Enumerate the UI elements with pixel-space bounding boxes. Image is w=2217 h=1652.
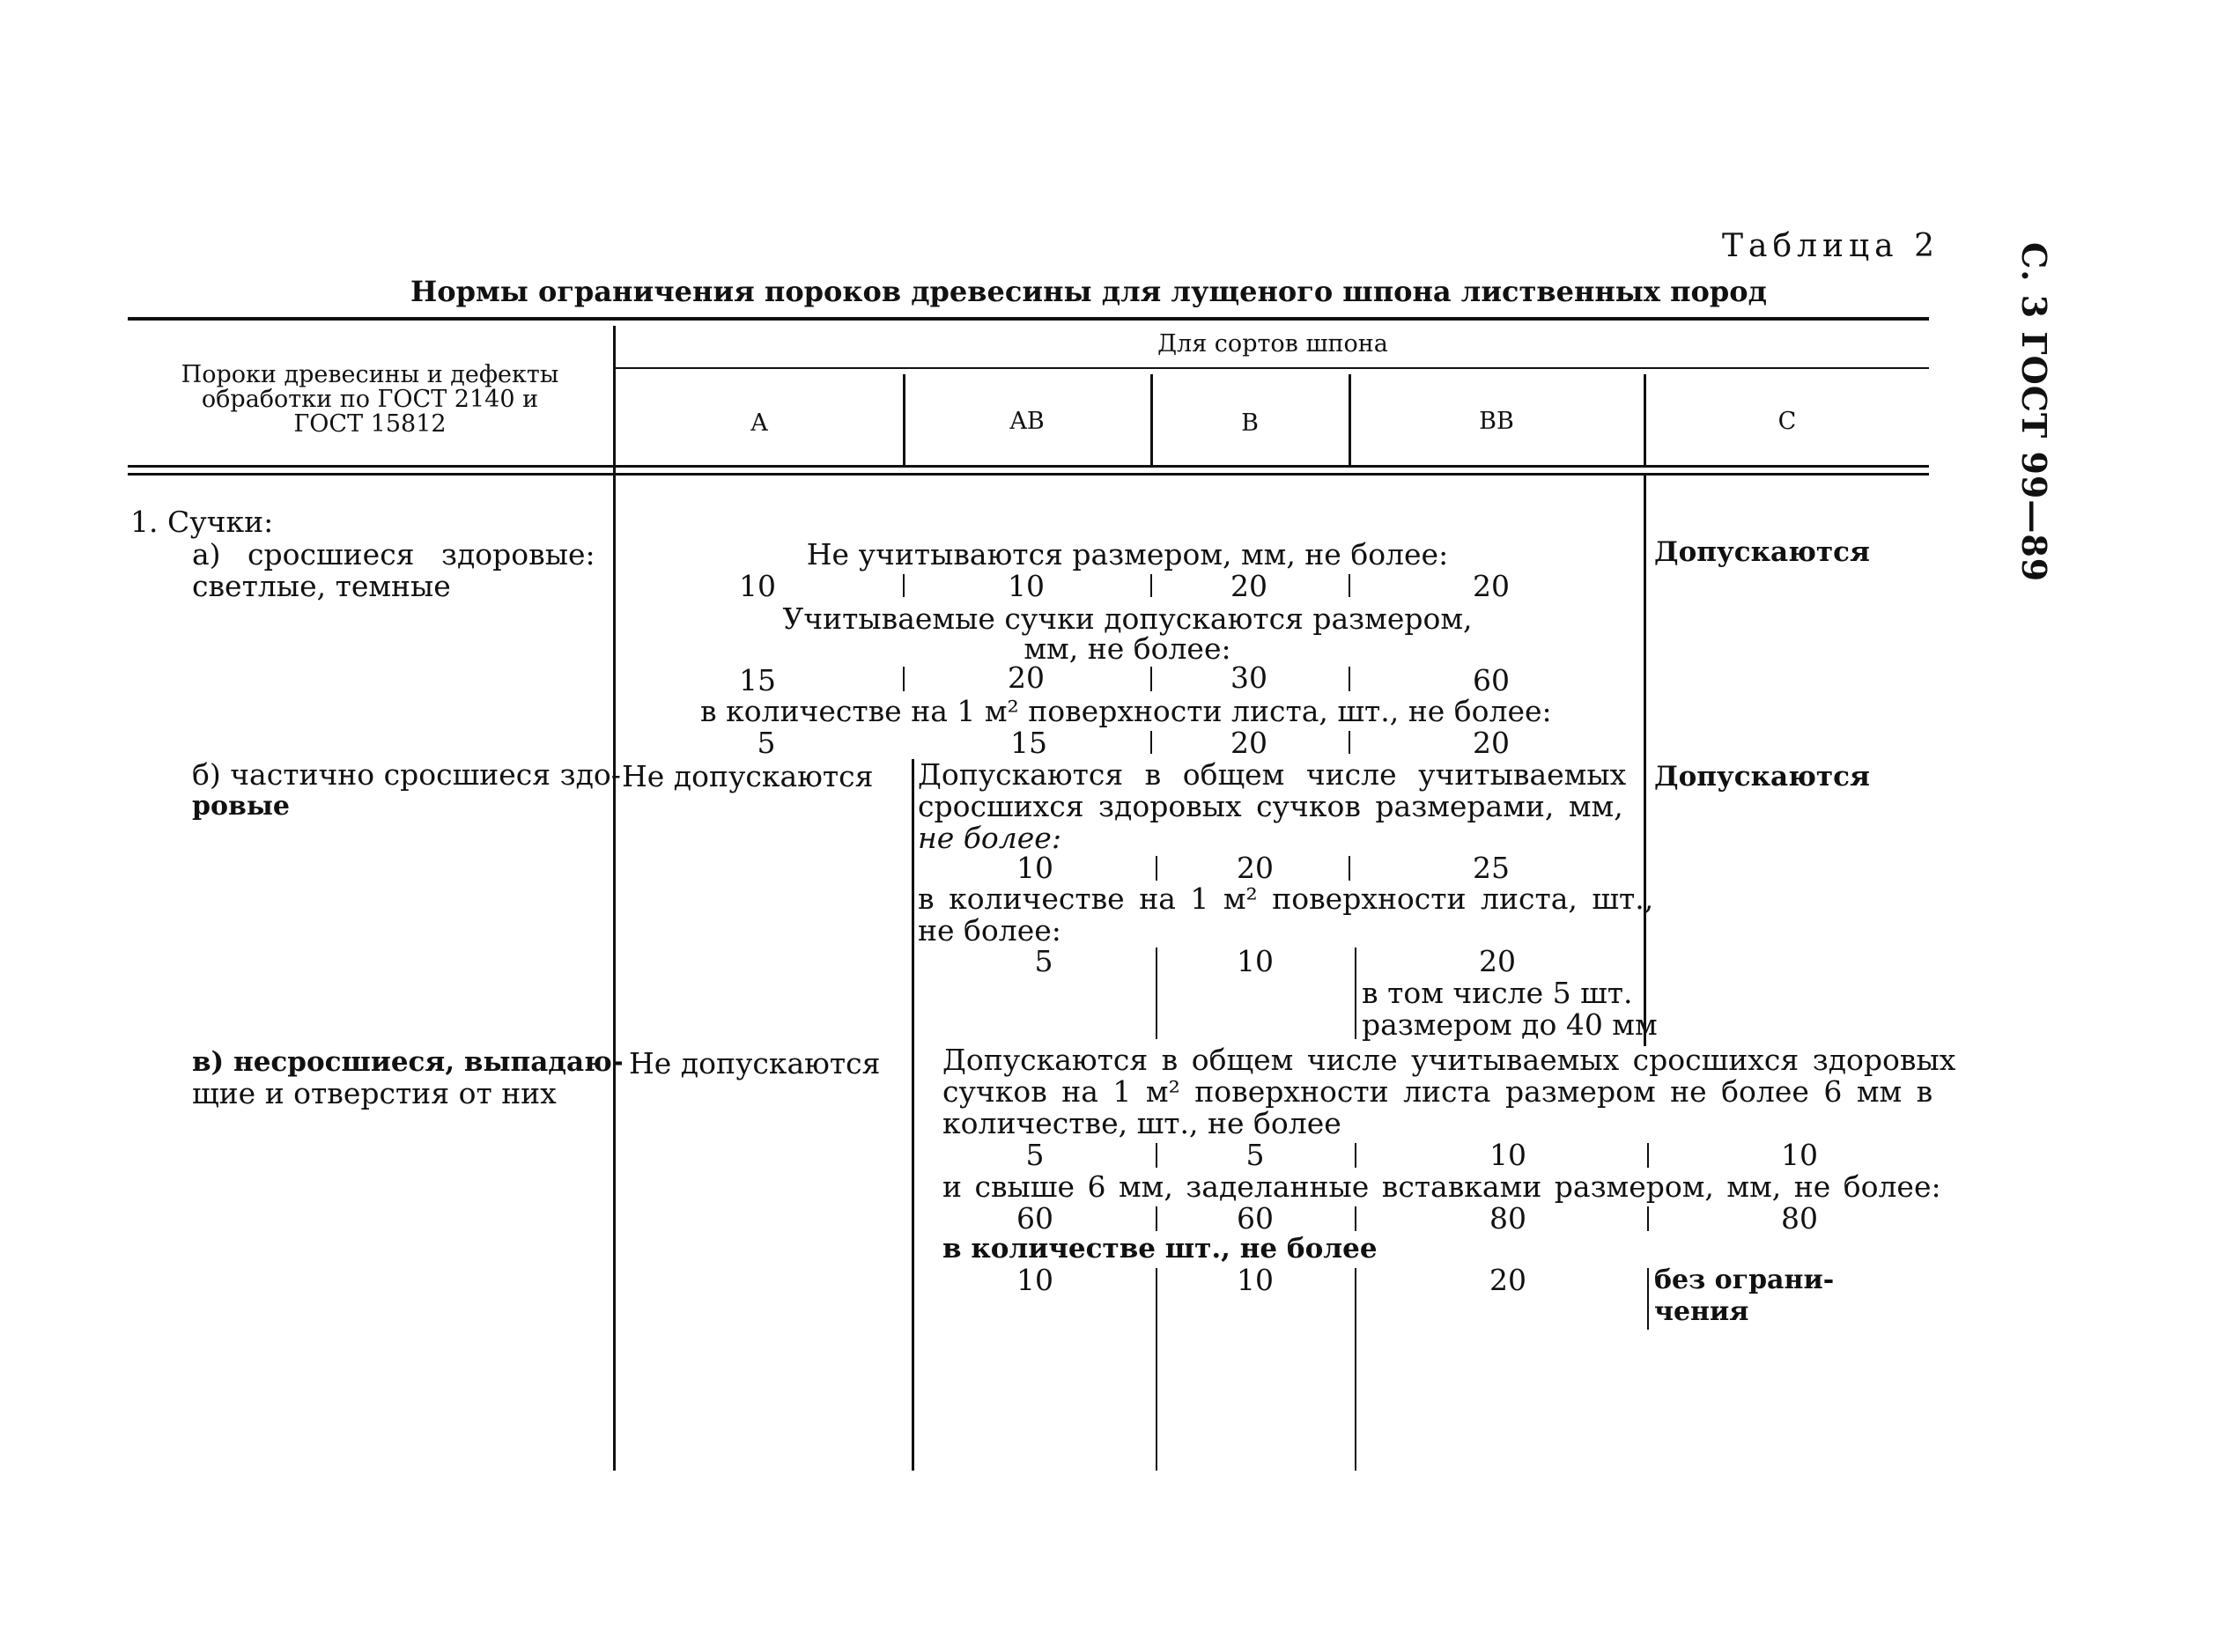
row-b-divider-a — [912, 759, 914, 1471]
grade-ab: AB — [1009, 408, 1045, 435]
row-c-count-b: 10 — [1489, 1138, 1526, 1172]
row-b-note-line: размером до 40 мм — [1362, 1007, 1658, 1042]
row-c-c-note — [1654, 1265, 1834, 1328]
tick — [1355, 1143, 1356, 1168]
defect-header — [132, 363, 608, 437]
row-c-allow-line: количестве, шт., не более — [942, 1106, 1341, 1140]
row-b-divider-b — [1355, 948, 1356, 1039]
row-a-counted-b: 30 — [1230, 660, 1267, 695]
grades-rule — [615, 367, 1929, 369]
row-b-quantity-bb: 20 — [1479, 944, 1516, 978]
tick — [1150, 731, 1152, 754]
row-b-note — [1362, 977, 1658, 1041]
tick — [1349, 574, 1350, 597]
grade-bb: BB — [1479, 408, 1514, 435]
tick — [1355, 1206, 1356, 1231]
row-a-not-counted-bb: 20 — [1473, 569, 1510, 603]
row-a-quantity-ab: 15 — [1010, 726, 1047, 760]
row-c-quantity-line: в количестве шт., не более — [942, 1233, 1378, 1265]
row-a-counted-header — [617, 601, 1638, 666]
row-a-quantity-bb: 20 — [1473, 726, 1510, 760]
row-b-note-line: в том числе 5 шт. — [1362, 976, 1633, 1010]
row-c-a-value: Не допускаются — [629, 1046, 881, 1080]
row-c-over-line: и свыше 6 мм, заделанные вставками размером, мм, не более: — [942, 1169, 1941, 1204]
row-c-quantity-a: 10 — [1016, 1263, 1053, 1297]
row-a-counted-bb: 60 — [1473, 663, 1510, 697]
row-c-label-line: в) несросшиеся, выпадаю- — [192, 1046, 624, 1078]
row-c-size-a: 60 — [1016, 1201, 1053, 1235]
tick — [1150, 667, 1152, 691]
grade-c: C — [1777, 408, 1797, 435]
tick — [1349, 856, 1350, 881]
row-a-counted-ab: 20 — [1008, 660, 1045, 695]
row-b-label-line: б) частично сросшиеся здо- — [192, 757, 621, 792]
header-rule-2 — [128, 473, 1929, 476]
tick — [1156, 1206, 1157, 1231]
row-b-c-value: Допускаются — [1654, 761, 1870, 793]
row-a-not-counted-ab: 10 — [1008, 569, 1045, 603]
row-b-quantity-ab: 5 — [1034, 944, 1053, 978]
tick — [1156, 1143, 1157, 1168]
row-b-allow-line: не более: — [918, 821, 1061, 855]
row-c-count-c: 10 — [1781, 1138, 1818, 1172]
row-b-allow-line: сросшихся здоровых сучков размерами, мм, — [918, 789, 1623, 823]
header-rule-1 — [128, 465, 1929, 468]
row-b-size-b: 20 — [1237, 851, 1274, 885]
row-c-c-note-line: без ограни- — [1654, 1265, 1835, 1295]
tick — [1156, 856, 1157, 881]
row-c-divider-b — [1355, 1268, 1356, 1471]
row-c-count-ab: 5 — [1245, 1138, 1265, 1172]
row-c-allow-line: Допускаются в общем числе учитываемых сросшихся здоровых — [942, 1043, 1956, 1077]
row-c-size-b: 80 — [1489, 1201, 1526, 1235]
row-a-not-counted-a: 10 — [739, 569, 776, 603]
grade-b: B — [1241, 409, 1259, 437]
divider-c — [1644, 476, 1646, 1046]
row-b-size-bb: 25 — [1473, 851, 1510, 885]
defect-header-line: Пороки древесины и дефекты — [181, 361, 559, 388]
row-b-size-ab: 10 — [1016, 851, 1053, 885]
row-c-label-line: щие и отверстия от них — [192, 1076, 557, 1110]
row-a-c-value: Допускаются — [1654, 536, 1870, 568]
row-a-quantity-a: 5 — [757, 726, 776, 760]
row-a-not-counted-header: Не учитываются размером, мм, не более: — [806, 537, 1449, 572]
row-b-allow-line: Допускаются в общем числе учитываемых — [918, 757, 1627, 792]
row-b-quantity-line: не более: — [918, 913, 1061, 948]
defect-header-line: обработки по ГОСТ 2140 и — [201, 386, 539, 413]
row-c-label — [192, 1046, 624, 1110]
defect-header-line: ГОСТ 15812 — [293, 410, 447, 438]
grade-a: A — [750, 409, 768, 437]
row-c-divider-c — [1647, 1268, 1649, 1330]
page-id: С. 3 ГОСТ 99—89 — [2014, 242, 2054, 583]
row-a-label — [192, 539, 595, 602]
row-a-not-counted-b: 20 — [1230, 569, 1267, 603]
tick — [903, 667, 905, 691]
row-a-quantity-header: в количестве на 1 м² поверхности листа, шт., не более: — [700, 694, 1552, 728]
row-a-counted-header-line: Учитываемые сучки допускаются размером, — [782, 601, 1473, 636]
table-label: Таблица 2 — [1722, 228, 1940, 264]
row-a-label-line: а) сросшиеся здоровые: — [192, 537, 595, 572]
row-b-divider-ab — [1156, 948, 1157, 1039]
row-a-counted-header-line: мм, не более: — [1024, 631, 1231, 666]
row-c-c-note-line: чения — [1654, 1296, 1749, 1327]
row-b-allow — [918, 759, 1626, 854]
row-c-size-c: 80 — [1781, 1201, 1818, 1235]
tick — [1349, 667, 1350, 691]
row-c-allow — [942, 1044, 1955, 1139]
section-title: 1. Сучки: — [130, 505, 274, 539]
top-rule — [128, 317, 1929, 321]
row-b-a-value: Не допускаются — [622, 759, 874, 793]
table-title: Нормы ограничения пороков древесины для лущеного шпона лиственных пород — [410, 275, 1767, 308]
row-c-size-ab: 60 — [1237, 1201, 1274, 1235]
row-b-quantity — [918, 883, 1653, 947]
tick — [1647, 1143, 1649, 1168]
row-c-count-a: 5 — [1025, 1138, 1045, 1172]
tick — [903, 574, 905, 597]
tick — [1647, 1206, 1649, 1231]
row-a-quantity-b: 20 — [1230, 726, 1267, 760]
row-b-label — [192, 759, 621, 822]
row-c-allow-line: сучков на 1 м² поверхности листа размером не более 6 мм в — [942, 1074, 1933, 1109]
row-c-quantity-ab: 10 — [1237, 1263, 1274, 1297]
row-a-label-line: светлые, темные — [192, 569, 451, 603]
row-c-quantity-b: 20 — [1489, 1263, 1526, 1297]
row-b-quantity-line: в количестве на 1 м² поверхности листа, шт., — [918, 881, 1654, 916]
tick — [1349, 731, 1350, 754]
tick — [1150, 574, 1152, 597]
grades-header: Для сортов шпона — [1157, 330, 1388, 358]
row-b-quantity-b: 10 — [1237, 944, 1274, 978]
divider-defects — [613, 326, 616, 1471]
row-b-label-line: ровые — [192, 791, 290, 822]
row-c-divider-ab — [1156, 1268, 1157, 1471]
row-a-counted-a: 15 — [739, 663, 776, 697]
